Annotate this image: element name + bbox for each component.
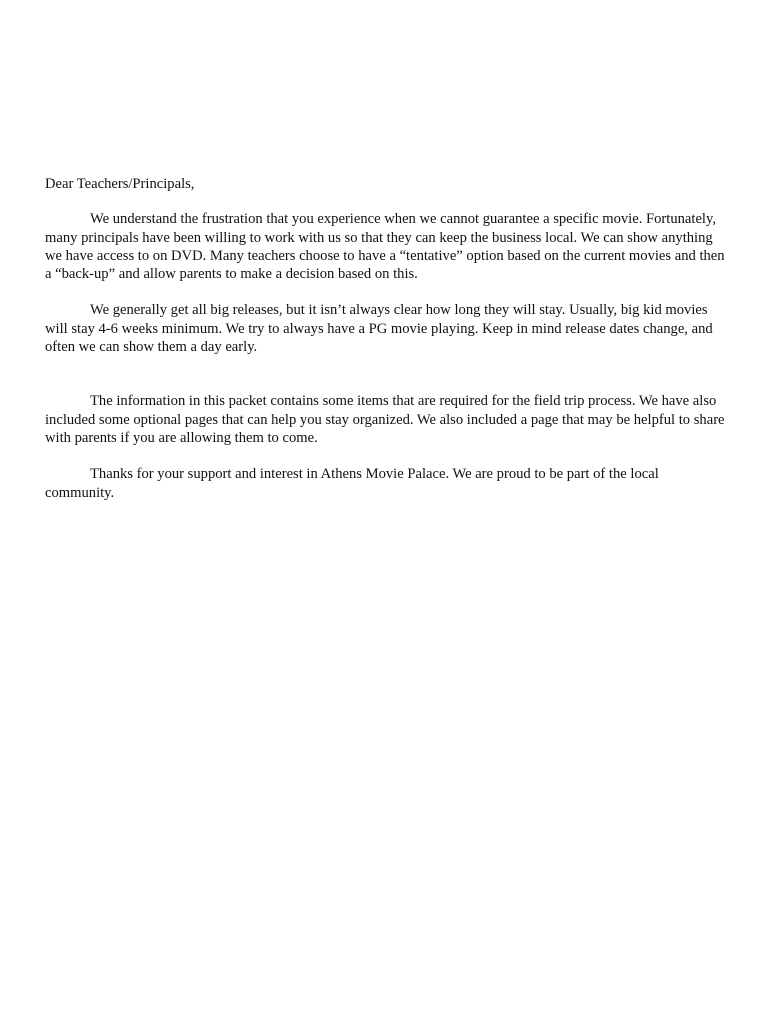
- paragraph-packet-information: The information in this packet contains some items that are required for the field trip process. We have also included some optional pages that can help you stay organized. We also included a page that may be helpful to share with parents if you are allowing them to come.: [45, 393, 725, 446]
- paragraph-movie-guarantee: We understand the frustration that you experience when we cannot guarantee a specific movie. Fortunately, many principals have been willing to work with us so that they can keep the business local. We can show anything we have access to on DVD. Many teachers choose to have a “tentative” option based on the current movies and then a “back-up” and allow parents to make a decision based on this.: [45, 211, 725, 283]
- paragraph-thanks: Thanks for your support and interest in Athens Movie Palace. We are proud to be part of the local community.: [45, 466, 659, 501]
- letter-body: [45, 175, 725, 520]
- paragraph-big-releases: We generally get all big releases, but it isn’t always clear how long they will stay. Usually, big kid movies will stay 4-6 weeks minimum. We try to always have a PG movie playing. Keep in mind release dates change, and often we can show them a day early.: [45, 302, 713, 356]
- salutation: Dear Teachers/Principals,: [45, 176, 195, 192]
